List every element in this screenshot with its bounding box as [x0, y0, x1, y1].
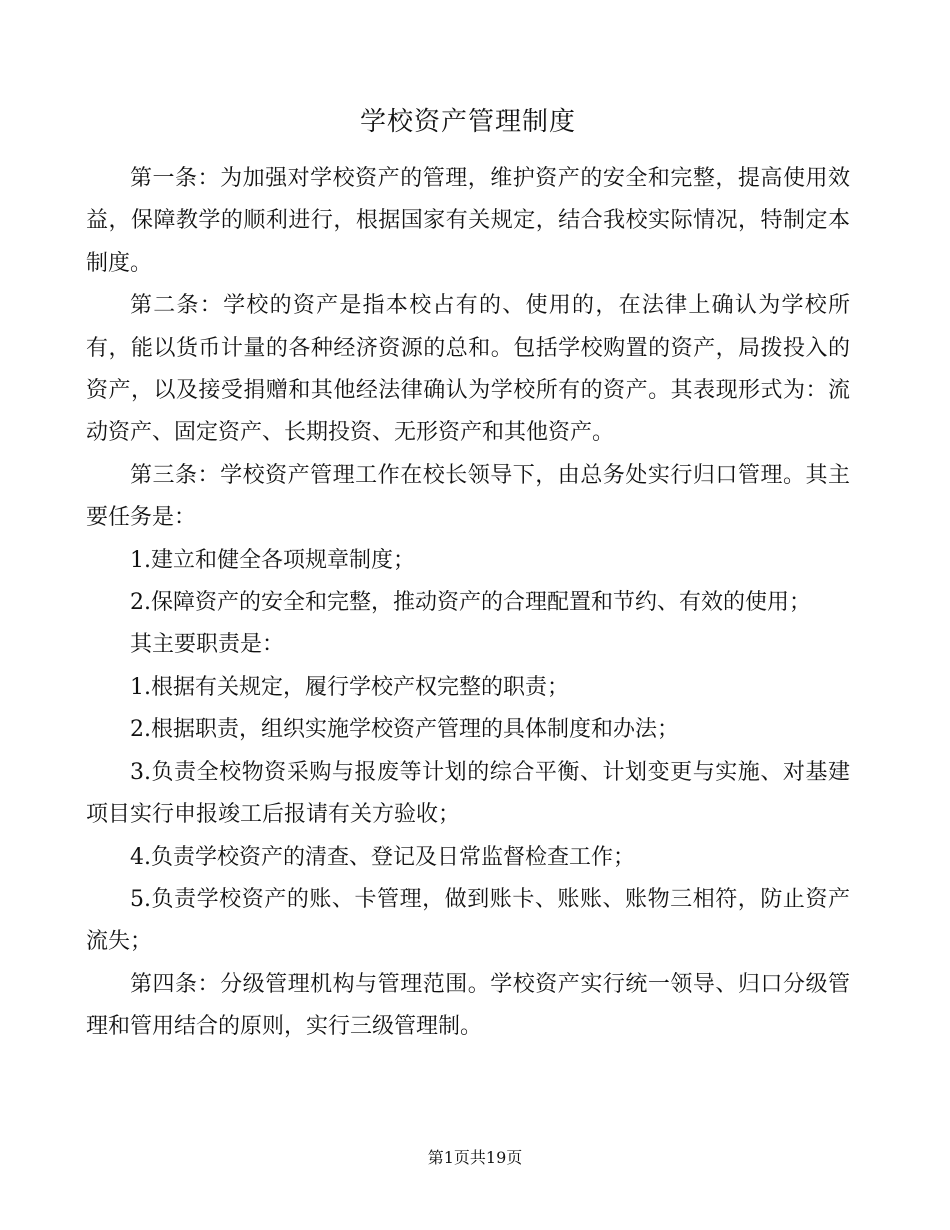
list-item-duty-1: 1.根据有关规定，履行学校产权完整的职责；	[130, 674, 569, 700]
list-item-duty-2: 2.根据职责，组织实施学校资产管理的具体制度和办法；	[130, 717, 679, 743]
paragraph-duties-heading: 其主要职责是：	[130, 632, 285, 658]
paragraph-article-1: 第一条：为加强对学校资产的管理，维护资产的安全和完整，提高使用效益，保障教学的顺利进行，根据国家有关规定，结合我校实际情况，特制定本制度。	[86, 166, 850, 276]
paragraph-article-3: 第三条：学校资产管理工作在校长领导下，由总务处实行归口管理。其主要任务是：	[86, 462, 850, 531]
list-item-task-1: 1.建立和健全各项规章制度；	[130, 547, 415, 573]
list-item-duty-5: 5.负责学校资产的账、卡管理，做到账卡、账账、账物三相符，防止资产流失；	[86, 886, 850, 955]
paragraph-article-2: 第二条：学校的资产是指本校占有的、使用的，在法律上确认为学校所有，能以货币计量的各种经济资源的总和。包括学校购置的资产，局拨投入的资产，以及接受捐赠和其他经法律确认为学校所有的资产。其表现形式为：流动资产、固定资产、长期投资、无形资产和其他资产。	[86, 293, 850, 446]
list-item-task-2: 2.保障资产的安全和完整，推动资产的合理配置和节约、有效的使用；	[130, 590, 811, 616]
page-number: 第1页共19页	[427, 1148, 523, 1167]
document-page	[86, 100, 850, 1049]
document-title: 学校资产管理制度	[359, 107, 576, 137]
paragraph-article-4: 第四条：分级管理机构与管理范围。学校资产实行统一领导、归口分级管理和管用结合的原则，实行三级管理制。	[86, 971, 850, 1040]
list-item-duty-4: 4.负责学校资产的清查、登记及日常监督检查工作；	[130, 844, 635, 870]
list-item-duty-3: 3.负责全校物资采购与报废等计划的综合平衡、计划变更与实施、对基建项目实行申报竣工后报请有关方验收；	[86, 759, 850, 828]
